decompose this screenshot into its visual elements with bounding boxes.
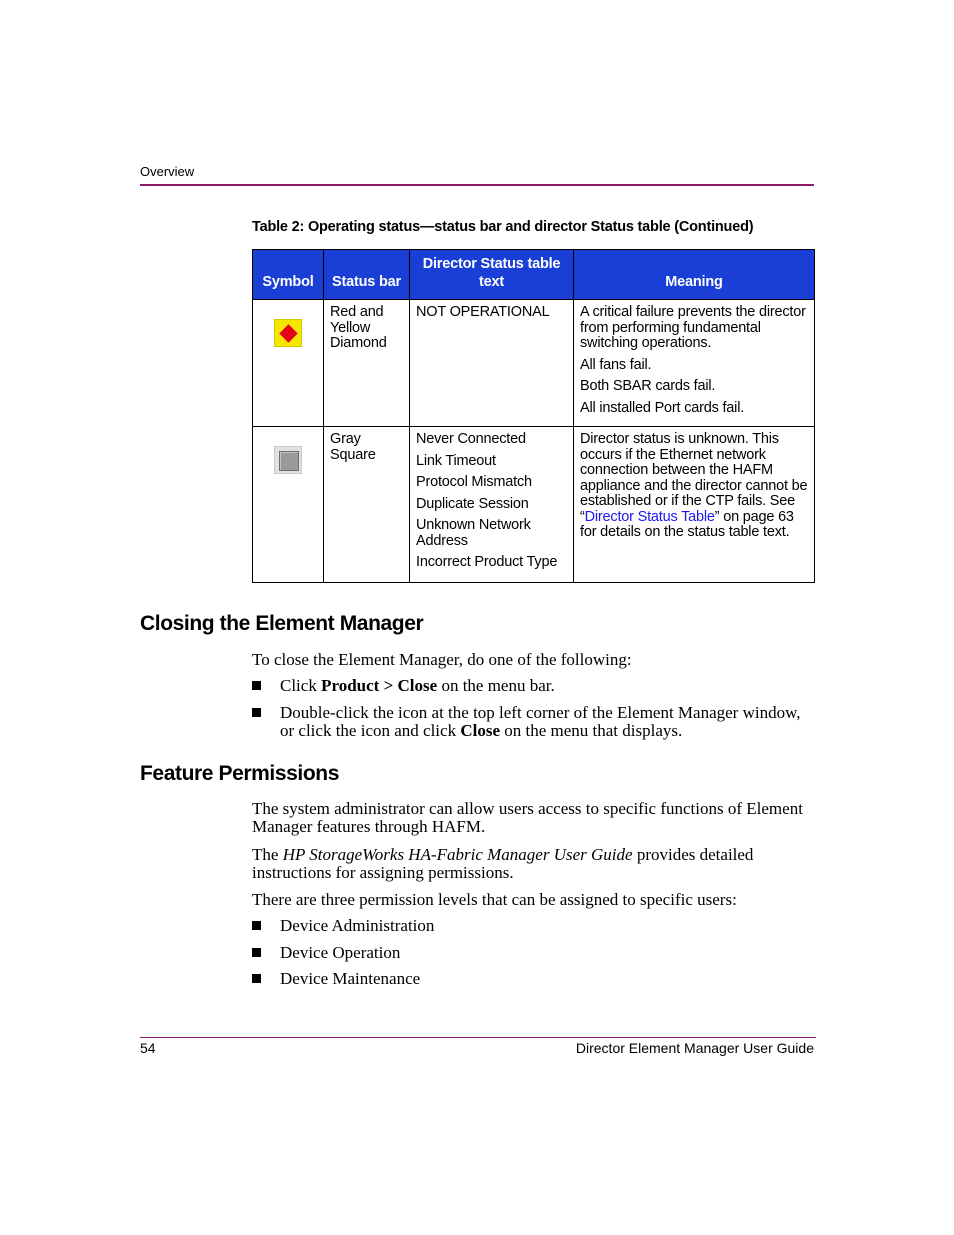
meaning-item: All installed Port cards fail. xyxy=(580,399,745,416)
paragraph-part: provides detailed instructions for assigning permissions. xyxy=(252,845,754,882)
gray-square-icon xyxy=(274,446,302,474)
bullet-text-part: Double-click the icon at the top left corner of the Element Manager window, or click the icon and click xyxy=(280,703,801,740)
bullet-icon xyxy=(252,921,261,930)
paragraph: There are three permission levels that can be assigned to specific users: xyxy=(252,890,737,909)
table-row xyxy=(253,300,815,427)
director-text-item: NOT OPERATIONAL xyxy=(416,304,550,320)
permissions-para-1 xyxy=(252,800,814,836)
director-text-cell xyxy=(410,427,574,583)
bullet-icon xyxy=(252,974,261,983)
permission-level: Device Maintenance xyxy=(280,969,421,988)
director-text-item: Duplicate Session xyxy=(416,495,529,512)
table-row xyxy=(253,427,815,583)
footer-rule xyxy=(140,1037,816,1038)
meaning-item: A critical failure prevents the director from performing fundamental switching operations. xyxy=(580,304,806,351)
permissions-heading: Feature Permissions xyxy=(140,762,339,785)
running-head: Overview xyxy=(140,164,195,179)
bullet-icon xyxy=(252,708,261,717)
director-text-item: Unknown Network Address xyxy=(416,517,531,549)
paragraph: The system administrator can allow users access to specific functions of Element Manager features through HAFM. xyxy=(252,799,803,836)
paragraph-part: The xyxy=(252,845,283,864)
meaning-text: Director status is unknown. This occurs if the Ethernet network connection between the HAFM appliance and the director cannot be established or if the CTP fails. See “ xyxy=(580,431,808,525)
meaning-item xyxy=(580,432,808,541)
bullet-icon xyxy=(252,681,261,690)
red-diamond-shape xyxy=(279,324,297,342)
director-text-item: Incorrect Product Type xyxy=(416,554,558,570)
header-symbol: Symbol xyxy=(253,250,324,300)
header-director-text: Director Status table text xyxy=(410,250,574,300)
paragraph xyxy=(252,846,814,882)
footer-doc-title: Director Element Manager User Guide xyxy=(575,1040,814,1056)
menu-item-text: Close xyxy=(460,721,500,740)
permissions-para-2 xyxy=(252,846,814,882)
symbol-cell xyxy=(253,427,324,583)
header-meaning: Meaning xyxy=(574,250,815,300)
permissions-para-3 xyxy=(252,891,814,909)
guide-title: HP StorageWorks HA-Fabric Manager User Guide xyxy=(282,845,633,864)
gray-square-shape xyxy=(279,451,299,471)
closing-intro-text: To close the Element Manager, do one of the following: xyxy=(252,650,632,669)
header-status-bar: Status bar xyxy=(324,250,410,300)
permission-level: Device Operation xyxy=(280,943,401,962)
director-status-table-link[interactable]: Director Status Table xyxy=(584,508,715,525)
closing-intro xyxy=(252,651,814,669)
bullet-text-part: on the menu that displays. xyxy=(500,721,683,740)
meaning-text: ” on page 63 for details on the status table text. xyxy=(580,508,794,540)
permission-level: Device Administration xyxy=(280,916,435,935)
bullet-text-part: on the menu bar. xyxy=(437,676,555,695)
bullet-text-part: Click xyxy=(280,676,322,695)
bullet-text xyxy=(280,677,814,695)
director-text-item: Link Timeout xyxy=(416,452,496,469)
meaning-cell xyxy=(574,300,815,427)
director-text-cell xyxy=(410,300,574,427)
bullet-icon xyxy=(252,948,261,957)
meaning-item: All fans fail. xyxy=(580,356,652,373)
header-rule xyxy=(140,184,814,186)
red-yellow-diamond-icon xyxy=(274,319,302,347)
status-bar-cell: Red and Yellow Diamond xyxy=(324,300,410,427)
closing-heading: Closing the Element Manager xyxy=(140,612,424,635)
menu-path-text: Product > Close xyxy=(321,676,438,695)
table-caption: Table 2: Operating status—status bar and director Status table (Continued) xyxy=(252,219,754,235)
symbol-cell xyxy=(253,300,324,427)
table-header-row xyxy=(253,250,815,300)
director-text-item: Protocol Mismatch xyxy=(416,474,532,490)
bullet-text xyxy=(280,704,814,740)
page-number: 54 xyxy=(140,1040,156,1056)
status-bar-cell: Gray Square xyxy=(324,427,410,583)
meaning-item: Both SBAR cards fail. xyxy=(580,378,716,394)
meaning-cell xyxy=(574,427,815,583)
director-text-item: Never Connected xyxy=(416,431,526,447)
status-table xyxy=(252,249,815,583)
